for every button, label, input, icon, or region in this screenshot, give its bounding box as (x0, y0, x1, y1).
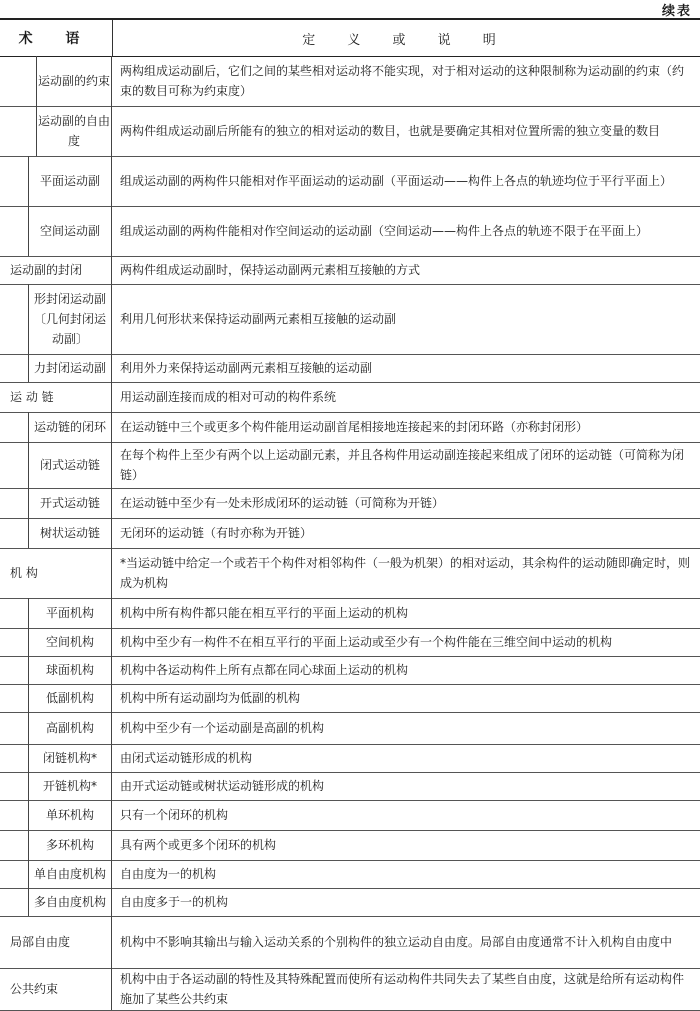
definition-cell: 在每个构件上至少有两个以上运动副元素，并且各构件用运动副连接起来组成了闭环的运动链（可简称为闭链） (120, 448, 685, 482)
term-cell: 空间机构 (28, 628, 112, 656)
table-row (0, 772, 700, 801)
table-row (0, 382, 700, 413)
term-cell: 平面机构 (28, 598, 112, 628)
definition-cell: 用运动副连接而成的相对可动的构件系统 (120, 390, 337, 404)
term-cell: 运动副的约束 (36, 56, 112, 106)
table-row (0, 442, 700, 489)
table-row (0, 888, 700, 917)
table-row (0, 106, 700, 157)
term-cell: 局部自由度 (0, 916, 112, 968)
header-definition: 定 义 或 说 明 (302, 32, 510, 48)
table-row (0, 206, 700, 257)
table-row (0, 518, 700, 549)
term-cell: 运动副的封闭 (0, 256, 112, 284)
table-row (0, 656, 700, 685)
definition-cell: 在运动链中三个或更多个构件能用运动副首尾相接地连接起来的封闭环路（亦称封闭形） (120, 420, 589, 434)
table-row (0, 860, 700, 889)
term-cell: 树状运动链 (28, 518, 112, 548)
table-row (0, 830, 700, 861)
table-row (0, 916, 700, 969)
definition-cell: 在运动链中至少有一处未形成闭环的运动链（可简称为开链） (120, 496, 445, 510)
term-cell: 开式运动链 (28, 488, 112, 518)
term-cell: 多自由度机构 (28, 888, 112, 916)
term-cell: 力封闭运动副 (28, 354, 112, 382)
term-cell: 运 动 链 (0, 382, 112, 412)
definition-cell: 组成运动副的两构件能相对作空间运动的运动副（空间运动——构件上各点的轨迹不限于在平面上） (120, 224, 649, 238)
definition-cell: 机构中至少有一构件不在相互平行的平面上运动或至少有一个构件能在三维空间中运动的机构 (120, 635, 613, 649)
term-cell: 单自由度机构 (28, 860, 112, 888)
continued-label: 续表 (661, 4, 692, 19)
definition-cell: 无闭环的运动链（有时亦称为开链） (120, 526, 313, 540)
table-header (0, 20, 700, 57)
definition-cell: *当运动链中给定一个或若干个构件对相邻构件（一般为机架）的相对运动，其余构件的运动随即确定时，则成为机构 (120, 556, 691, 590)
definition-cell: 利用几何形状来保持运动副两元素相互接触的运动副 (120, 312, 397, 326)
term-cell: 高副机构 (28, 712, 112, 744)
table-row (0, 156, 700, 207)
definition-cell: 自由度多于一的机构 (120, 895, 229, 909)
definition-cell: 自由度为一的机构 (120, 867, 217, 881)
table-row (0, 744, 700, 773)
term-cell: 单环机构 (28, 800, 112, 830)
table-row (0, 284, 700, 355)
term-cell: 运动副的自由度 (36, 106, 112, 156)
table-row (0, 628, 700, 657)
definition-cell: 由开式运动链或树状运动链形成的机构 (120, 779, 325, 793)
definition-cell: 两构件组成运动副时，保持运动副两元素相互接触的方式 (120, 263, 421, 277)
table-row (0, 800, 700, 831)
table-row (0, 598, 700, 629)
table-row (0, 412, 700, 443)
term-cell: 开链机构* (28, 772, 112, 800)
term-cell: 机 构 (0, 548, 112, 598)
definition-cell: 机构中所有运动副均为低副的机构 (120, 691, 301, 705)
term-cell: 平面运动副 (28, 156, 112, 206)
table-row (0, 256, 700, 285)
definition-cell: 机构中由于各运动副的特性及其特殊配置而使所有运动构件共同失去了某些自由度，这就是给所有运动构件施加了某些公共约束 (120, 972, 685, 1006)
definition-cell: 机构中所有构件都只能在相互平行的平面上运动的机构 (120, 606, 409, 620)
term-cell: 闭链机构* (28, 744, 112, 772)
table-row (0, 684, 700, 713)
term-cell: 球面机构 (28, 656, 112, 684)
table-row (0, 488, 700, 519)
definition-cell: 两构件组成运动副后所能有的独立的相对运动的数目，也就是要确定其相对位置所需的独立变量的数目 (120, 124, 661, 138)
definition-cell: 由闭式运动链形成的机构 (120, 751, 253, 765)
definition-cell: 机构中各运动构件上所有点都在同心球面上运动的机构 (120, 663, 409, 677)
term-cell: 形封闭运动副〔几何封闭运动副〕 (28, 284, 112, 354)
definition-cell: 利用外力来保持运动副两元素相互接触的运动副 (120, 361, 373, 375)
table-row (0, 56, 700, 107)
term-cell: 公共约束 (0, 968, 112, 1010)
term-cell: 闭式运动链 (28, 442, 112, 488)
definition-cell: 组成运动副的两构件只能相对作平面运动的运动副（平面运动——构件上各点的轨迹均位于平行平面上） (120, 174, 673, 188)
definition-cell: 具有两个或更多个闭环的机构 (120, 838, 277, 852)
definition-cell: 机构中不影响其输出与输入运动关系的个别构件的独立运动自由度。局部自由度通常不计入机构自由度中 (120, 935, 673, 949)
header-term: 术 语 (0, 20, 113, 56)
term-cell: 空间运动副 (28, 206, 112, 256)
definition-cell: 只有一个闭环的机构 (120, 808, 229, 822)
table-row (0, 548, 700, 599)
table-row (0, 968, 700, 1011)
term-cell: 低副机构 (28, 684, 112, 712)
table-row (0, 712, 700, 745)
term-cell: 多环机构 (28, 830, 112, 860)
table-row (0, 354, 700, 383)
definition-cell: 机构中至少有一个运动副是高副的机构 (120, 721, 325, 735)
term-cell: 运动链的闭环 (28, 412, 112, 442)
definition-cell: 两构组成运动副后，它们之间的某些相对运动将不能实现，对于相对运动的这种限制称为运动副的约束（约束的数目可称为约束度） (120, 64, 685, 98)
